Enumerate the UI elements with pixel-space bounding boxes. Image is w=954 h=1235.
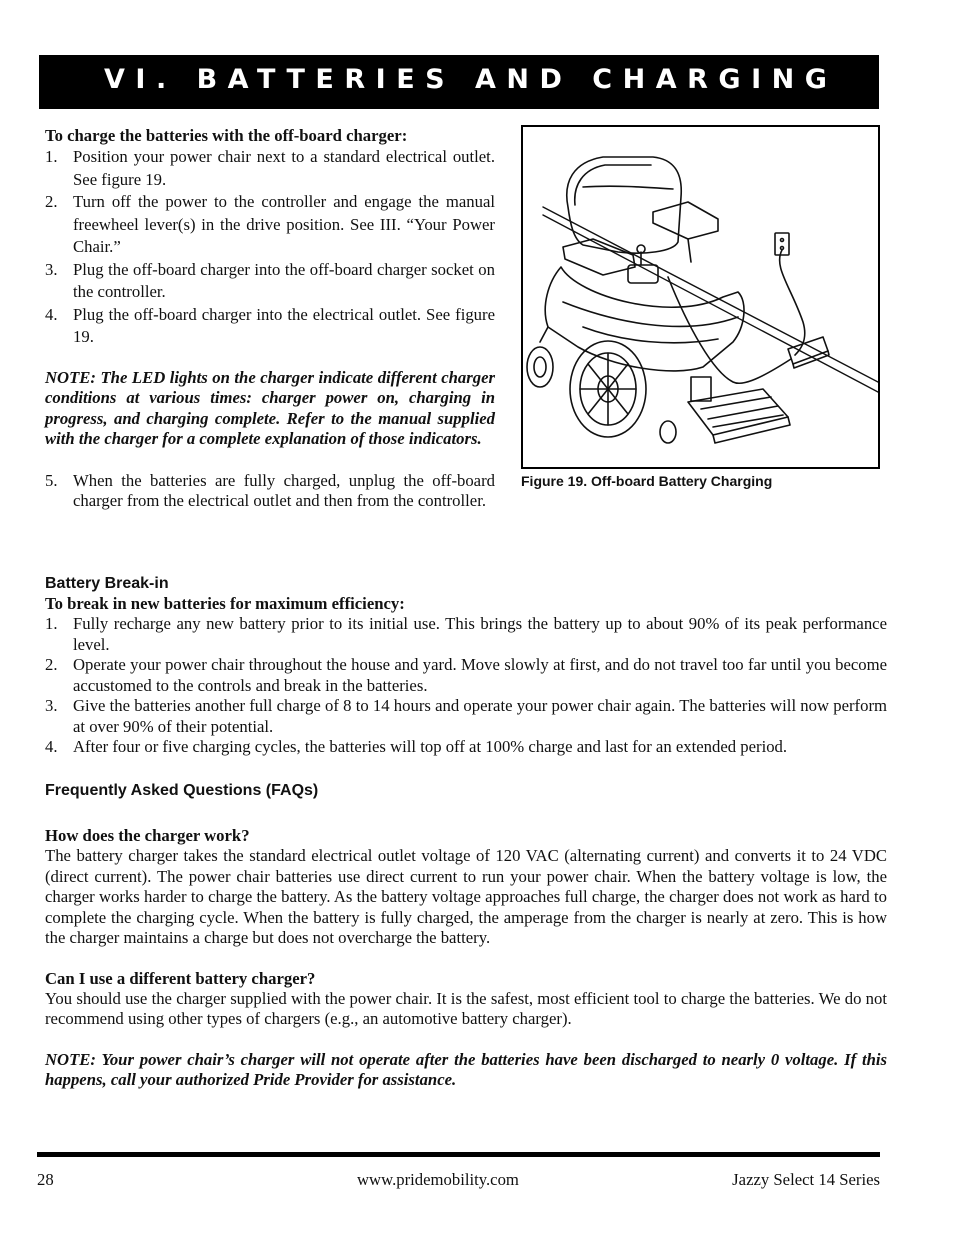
charging-final-step [45,471,495,511]
figure-caption: Figure 19. Off-board Battery Charging [521,473,773,489]
list-item: 2. Turn off the power to the controller and engage the manual freewheel lever(s) in the drive position. See III. “Your Power Chair.” [45,192,495,256]
power-chair-charging-illustration [523,127,878,467]
chair-seat-back [567,157,681,253]
list-item: 3. Give the batteries another full charge of 8 to 14 hours and operate your power chair again. The batteries will now perform at over 90% of their potential. [45,696,887,736]
charging-instructions [45,126,495,511]
drive-wheel [570,341,646,437]
faq-heading: Frequently Asked Questions (FAQs) [45,782,319,799]
list-item: 4. After four or five charging cycles, the batteries will top off at 100% charge and last for an extended period. [45,737,788,756]
footer-rule [37,1152,880,1157]
list-item: 2. Operate your power chair throughout the house and yard. Move slowly at first, and do not travel too far until you become accustomed to the controls and break in the batteries. [45,655,887,695]
anti-tip-wheel [660,421,676,443]
charger-voltage-note: NOTE: Your power chair’s charger will not operate after the batteries have been discharged to nearly 0 voltage. If this happens, call your authorized Pride Provider for assistance. [45,1049,887,1089]
faq-answer: The battery charger takes the standard electrical outlet voltage of 120 VAC (alternating current) and converts it to 24 VDC (direct current). The power chair batteries use direct current to run your power chair. When the battery voltage is low, the charger works harder to charge the battery. As the battery voltage approaches full charge, the charger does not work as hard to complete the charging cycle. When the battery is fully charged, the amperage from the charger is nearly at zero. This is how the charger maintains a charge but does not overcharge the battery. [45,846,887,947]
list-item: 5. When the batteries are fully charged, unplug the off-board charger from the electrical outlet and then from the controller. [45,470,495,510]
charging-heading: To charge the batteries with the off-board charger: [45,126,408,145]
section-title: VI. BATTERIES AND CHARGING [104,64,838,95]
list-item: 1. Position your power chair next to a standard electrical outlet. See figure 19. [45,147,495,189]
footplate [688,377,790,443]
breakin-heading: Battery Break-in [45,575,169,592]
battery-breakin-section [45,574,887,758]
page-number: 28 [37,1170,54,1189]
list-item: 1. Fully recharge any new battery prior to its initial use. This brings the battery up to about 90% of its peak performance level. [45,614,887,654]
charging-steps [45,146,495,349]
front-caster-wheel [527,327,553,387]
faq-question: How does the charger work? [45,826,250,845]
faq-answer: You should use the charger supplied with the power chair. It is the safest, most efficient tool to charge the batteries. We do not recommend using other types of chargers (e.g., an automotive battery charger). [45,988,887,1028]
footer-website: www.pridemobility.com [357,1170,519,1189]
list-item: 4. Plug the off-board charger into the electrical outlet. See figure 19. [45,304,495,346]
faq-question: Can I use a different battery charger? [45,968,316,988]
breakin-subheading: To break in new batteries for maximum efficiency: [45,594,405,613]
faq-section [45,781,887,1091]
list-item: 3. Plug the off-board charger into the off-board charger socket on the controller. [45,259,495,301]
charger-led-note: NOTE: The LED lights on the charger indicate different charger conditions at various times: charger power on, charging in progress, and charging complete. Refer to the manual supplied with the charger for a complete explanation of those indicators. [45,367,495,448]
figure-19 [521,125,880,469]
breakin-steps [45,614,887,758]
footer-product-name: Jazzy Select 14 Series [732,1170,880,1189]
